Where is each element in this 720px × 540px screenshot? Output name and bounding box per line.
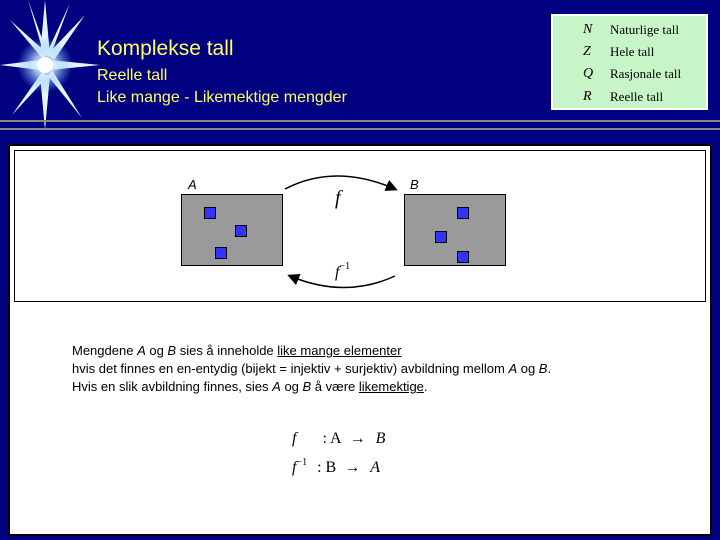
formula-arrow: → xyxy=(349,430,366,447)
text-span: å være xyxy=(311,379,359,394)
set-b xyxy=(404,194,506,266)
term-likemektige: likemektige xyxy=(358,379,424,394)
set-name: Rasjonale tall xyxy=(610,66,682,81)
header-divider-top xyxy=(0,120,720,122)
text-span: . xyxy=(547,361,552,376)
function-f-inverse-label xyxy=(335,261,351,282)
text-span: A xyxy=(137,343,146,358)
set-row-r xyxy=(553,89,710,109)
set-name: Reelle tall xyxy=(610,89,664,104)
set-a-element xyxy=(235,225,247,237)
set-row-q xyxy=(553,66,710,86)
slide-subtitle-1: Reelle tall xyxy=(97,67,168,84)
mapping-diagram xyxy=(14,150,706,302)
text-span: A xyxy=(508,361,518,376)
formula-sup: −1 xyxy=(296,457,308,468)
text-span: Mengdene xyxy=(72,343,138,358)
slide-subtitle-2: Like mange - Likemektige mengder xyxy=(97,89,347,106)
set-b-label: B xyxy=(410,177,419,192)
text-span: hvis det finnes en en-entydig (bijekt = injektiv + surjektiv) avbildning mellom xyxy=(72,361,509,376)
text-span: og xyxy=(517,361,539,376)
header-divider-bottom xyxy=(0,128,720,130)
text-span: B xyxy=(302,379,312,394)
number-sets-box xyxy=(551,14,708,110)
function-f-inverse-base: f xyxy=(335,264,340,281)
formula-arrow: → xyxy=(344,459,361,476)
starburst-icon xyxy=(0,0,100,130)
description-line-1 xyxy=(72,343,692,358)
function-f-label: f xyxy=(335,187,341,209)
set-a-label: A xyxy=(188,177,197,192)
set-row-n xyxy=(553,22,710,42)
term-like-mange: like mange elementer xyxy=(277,343,402,358)
set-b-element xyxy=(435,231,447,243)
set-name: Hele tall xyxy=(610,44,655,59)
set-b-element xyxy=(457,251,469,263)
set-a-element xyxy=(204,207,216,219)
formula-fn: f xyxy=(292,430,297,447)
set-symbol: N xyxy=(583,22,593,37)
set-a xyxy=(181,194,283,266)
formula-fn: f xyxy=(292,459,297,476)
function-f-inverse-sup: −1 xyxy=(339,261,351,272)
set-symbol: R xyxy=(583,89,592,104)
formula-f xyxy=(292,430,385,448)
set-symbol: Z xyxy=(583,44,591,59)
mapping-arrows xyxy=(15,151,705,301)
text-span: B xyxy=(167,343,177,358)
formula-target: A xyxy=(370,459,380,476)
formula-f-inverse xyxy=(292,459,380,477)
set-symbol: Q xyxy=(583,66,594,81)
text-span: og xyxy=(280,379,303,394)
formula-target: B xyxy=(375,430,386,447)
text-span: og xyxy=(145,343,168,358)
slide-content xyxy=(8,144,712,536)
slide-header xyxy=(0,0,720,140)
formula-map: : A xyxy=(322,430,342,447)
set-b-element xyxy=(457,207,469,219)
text-span: A xyxy=(272,379,281,394)
description-line-2 xyxy=(72,361,692,376)
description-line-3 xyxy=(72,379,692,394)
set-row-z xyxy=(553,44,710,64)
text-span: B xyxy=(538,361,548,376)
text-span: Hvis en slik avbildning finnes, sies xyxy=(72,379,273,394)
set-a-element xyxy=(215,247,227,259)
set-name: Naturlige tall xyxy=(610,22,679,37)
slide-title: Komplekse tall xyxy=(97,37,234,60)
text-span: sies å inneholde xyxy=(176,343,278,358)
text-span: . xyxy=(423,379,428,394)
formula-map: : B xyxy=(317,459,337,476)
